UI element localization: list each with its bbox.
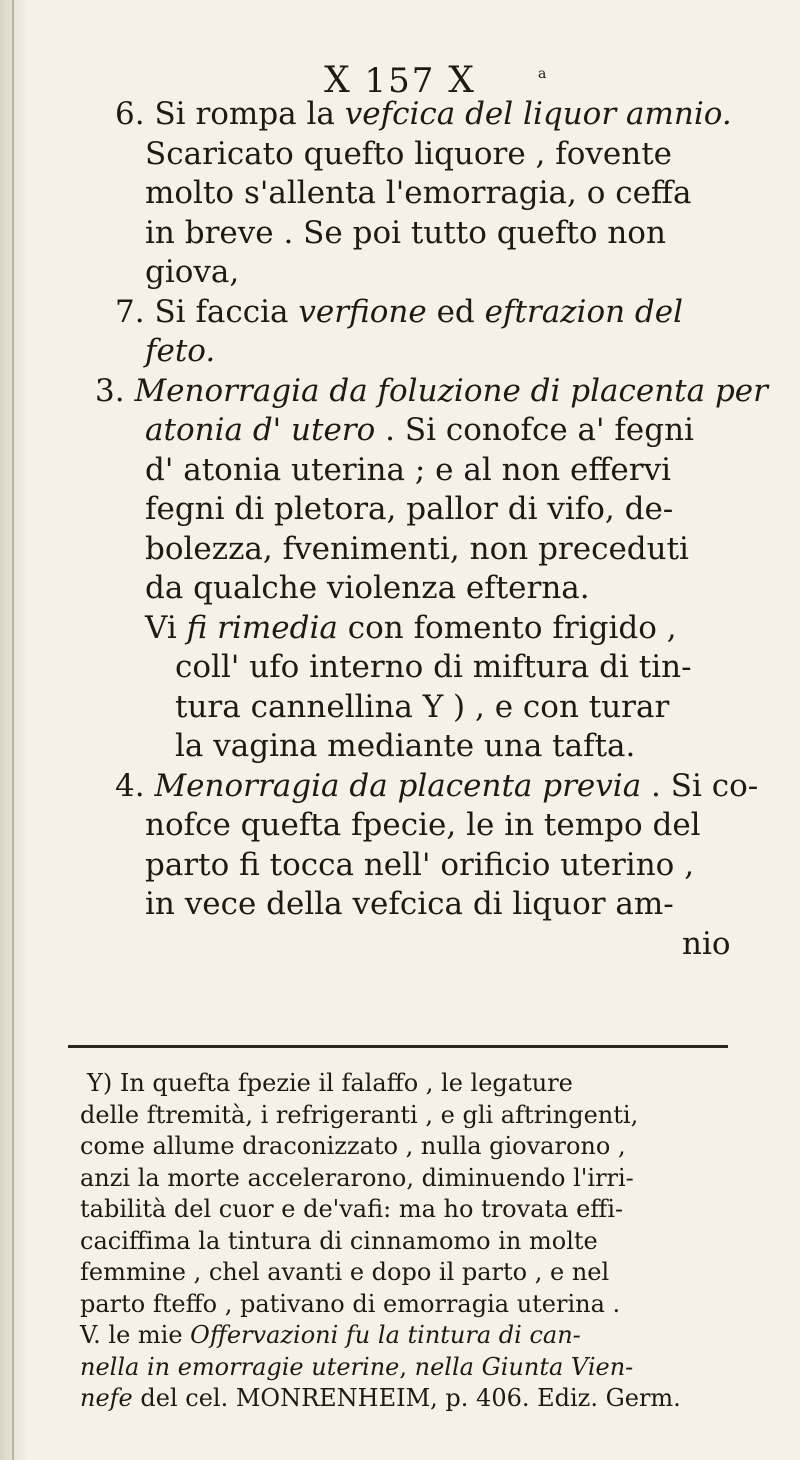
text-line: feto. [145, 333, 216, 369]
text-line: atonia d' utero . Si conofce a' fegni [145, 412, 694, 448]
text-line: Scaricato quefto liquore , fovente [145, 135, 673, 172]
header-ornament-right: X [448, 60, 476, 101]
text-line: coll' ufo interno di miftura di tin- [175, 649, 692, 685]
text-line: giova, [145, 254, 240, 290]
footnote-line: tabilità del cuor e de'vafi: ma ho trovata effi- [80, 1195, 624, 1223]
text-line: Vi fi rimedia con fomento frigido , [145, 609, 677, 646]
binding-edge [12, 0, 14, 1460]
text-line: 7. Si faccia verfione ed eftrazion del [115, 293, 684, 330]
footnote-line: nefe del cel. MONRENHEIM, p. 406. Ediz. Germ. [80, 1384, 681, 1412]
text-line: molto s'allenta l'emorragia, o ceffa [145, 175, 692, 211]
footnote-line: delle ftremità, i refrigeranti , e gli aftringenti, [80, 1100, 639, 1129]
text-line: 4. Menorragia da placenta previa . Si co- [115, 767, 759, 804]
footnote-rule [68, 1045, 728, 1048]
text-line: in vece della vefcica di liquor am- [145, 886, 674, 922]
footnote-line: parto fteffo , pativano di emorragia uterina . [80, 1289, 621, 1318]
text-line: 3. Menorragia da foluzione di placenta per [95, 372, 768, 409]
footnote-line: caciffima la tintura di cinnamomo in molte [80, 1226, 598, 1255]
text-line: in breve . Se poi tutto quefto non [145, 214, 666, 251]
text-line: tura cannellina Y ) , e con turar [175, 688, 670, 725]
text-line: nofce quefta fpecie, le in tempo del [145, 807, 701, 843]
text-line: da qualche violenza efterna. [145, 570, 590, 606]
header-ornament-left: X [324, 60, 352, 101]
stray-mark: a [538, 66, 549, 82]
page-number: 157 [364, 61, 436, 101]
footnote-line: anzi la morte accelerarono, diminuendo l'irri- [80, 1163, 634, 1192]
footnote-line: Y) In quefta fpezie il falaffo , le legature [87, 1069, 573, 1097]
text-line: d' atonia uterina ; e al non effervi [145, 451, 672, 488]
text-line: 6. Si rompa la vefcica del liquor amnio. [115, 96, 732, 132]
text-line: nio [682, 925, 731, 962]
footnote-line: nella in emorragie uterine, nella Giunta Vien- [80, 1352, 634, 1381]
footnote-line: femmine , chel avanti e dopo il parto , e nel [80, 1258, 610, 1286]
text-line: bolezza, fvenimenti, non preceduti [145, 530, 689, 567]
page-binding-shadow [0, 0, 28, 1460]
footnote-line: come allume draconizzato , nulla giovarono , [80, 1132, 626, 1160]
text-line: la vagina mediante una tafta. [175, 728, 636, 764]
text-line: parto fi tocca nell' orificio uterino , [145, 846, 695, 883]
footnote-line: V. le mie Offervazioni fu la tintura di can- [80, 1321, 581, 1349]
text-line: fegni di pletora, pallor di vifo, de- [145, 491, 674, 527]
